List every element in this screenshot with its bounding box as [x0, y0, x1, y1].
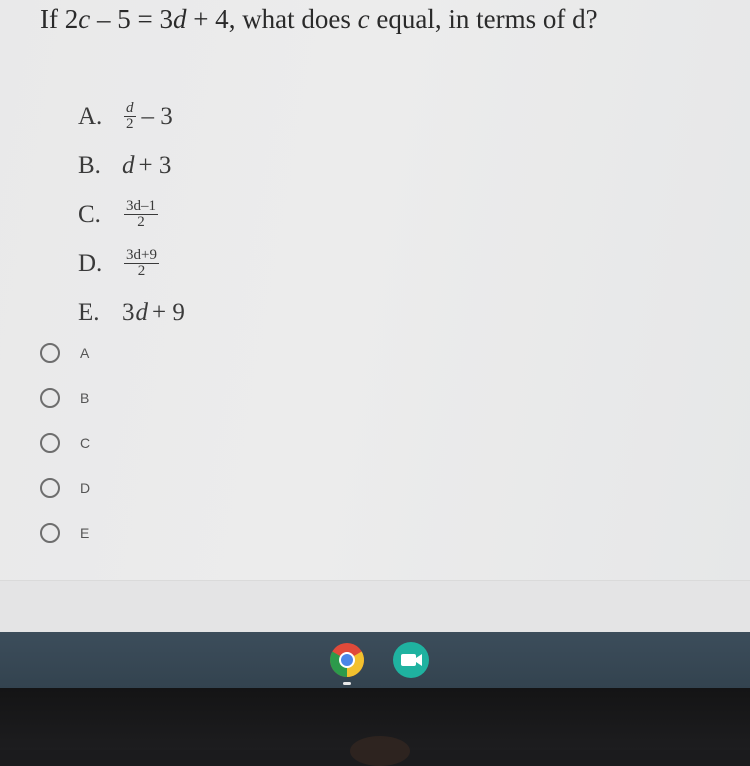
choice-b: B. d + 3: [78, 151, 172, 179]
choice-c: C. $\frac{3d-1}{2}$: [78, 198, 156, 230]
radio-group: [40, 330, 90, 555]
radio-option-d[interactable]: D: [40, 465, 90, 510]
choice-a: A. $\frac{d}{2}$ – 3: [78, 100, 173, 132]
page-footer-strip: [0, 580, 750, 632]
fraction: $\frac{d}{2}$: [126, 100, 134, 132]
active-app-indicator: [343, 682, 351, 685]
fraction: $\frac{3d+9}{2}$: [126, 247, 157, 279]
radio-option-b[interactable]: B: [40, 375, 90, 420]
choice-e: E. 3 d + 9: [78, 298, 185, 326]
question-text: If 2c – 5 = 3d + 4, what does c equal, in terms of d?: [40, 4, 598, 34]
radio-button[interactable]: [40, 388, 60, 408]
radio-button[interactable]: [40, 343, 60, 363]
taskbar: [0, 632, 750, 688]
radio-button[interactable]: [40, 433, 60, 453]
radio-button[interactable]: [40, 478, 60, 498]
bezel-reflection: [350, 736, 410, 766]
radio-button[interactable]: [40, 523, 60, 543]
chrome-icon[interactable]: [327, 640, 367, 680]
fraction: $\frac{3d-1}{2}$: [126, 198, 156, 230]
meet-icon[interactable]: [391, 640, 431, 680]
radio-option-e[interactable]: E: [40, 510, 90, 555]
radio-option-c[interactable]: C: [40, 420, 90, 465]
radio-option-a[interactable]: A: [40, 330, 90, 375]
answer-choices-list: [78, 92, 185, 337]
choice-d: D. $\frac{3d+9}{2}$: [78, 247, 157, 279]
